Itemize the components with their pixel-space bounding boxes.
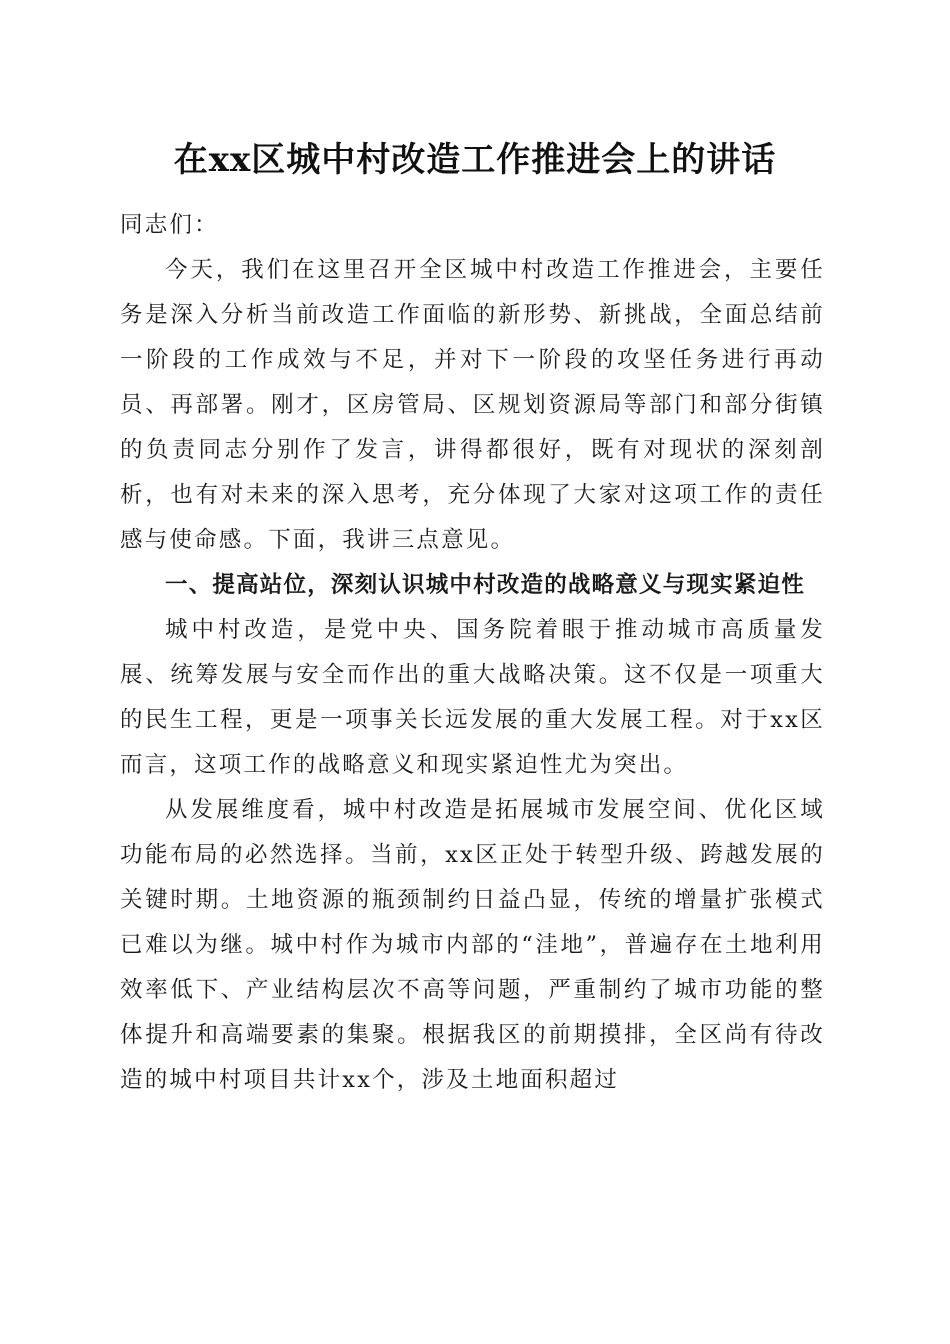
document-body — [120, 203, 825, 1103]
paragraph-section1-1: 城中村改造，是党中央、国务院着眼于推动城市高质量发展、统筹发展与安全而作出的重大战略决策。这不仅是一项重大的民生工程，更是一项事关长远发展的重大发展工程。对于xx区而言，这项工作的战略意义和现实紧迫性尤为突出。 — [120, 617, 825, 778]
paragraph-intro: 今天，我们在这里召开全区城中村改造工作推进会，主要任务是深入分析当前改造工作面临的新形势、新挑战，全面总结前一阶段的工作成效与不足，并对下一阶段的攻坚任务进行再动员、再部署。刚才，区房管局、区规划资源局等部门和部分街镇的负责同志分别作了发言，讲得都很好，既有对现状的深刻剖析，也有对未来的深入思考，充分体现了大家对这项工作的责任感与使命感。下面，我讲三点意见。 — [120, 257, 825, 553]
page-title: 在xx区城中村改造工作推进会上的讲话 — [173, 140, 777, 180]
paragraph-section1-2: 从发展维度看，城中村改造是拓展城市发展空间、优化区域功能布局的必然选择。当前，xx区正处于转型升级、跨越发展的关键时期。土地资源的瓶颈制约日益凸显，传统的增量扩张模式已难以为继。城中村作为城市内部的“洼地”，普遍存在土地利用效率低下、产业结构层次不高等问题，严重制约了城市功能的整体提升和高端要素的集聚。根据我区的前期摸排，全区尚有待改造的城中村项目共计xx个，涉及土地面积超过 — [120, 797, 825, 1093]
salutation: 同志们： — [120, 212, 219, 238]
section-heading-1: 一、提高站位，深刻认识城中村改造的战略意义与现实紧迫性 — [165, 572, 805, 598]
